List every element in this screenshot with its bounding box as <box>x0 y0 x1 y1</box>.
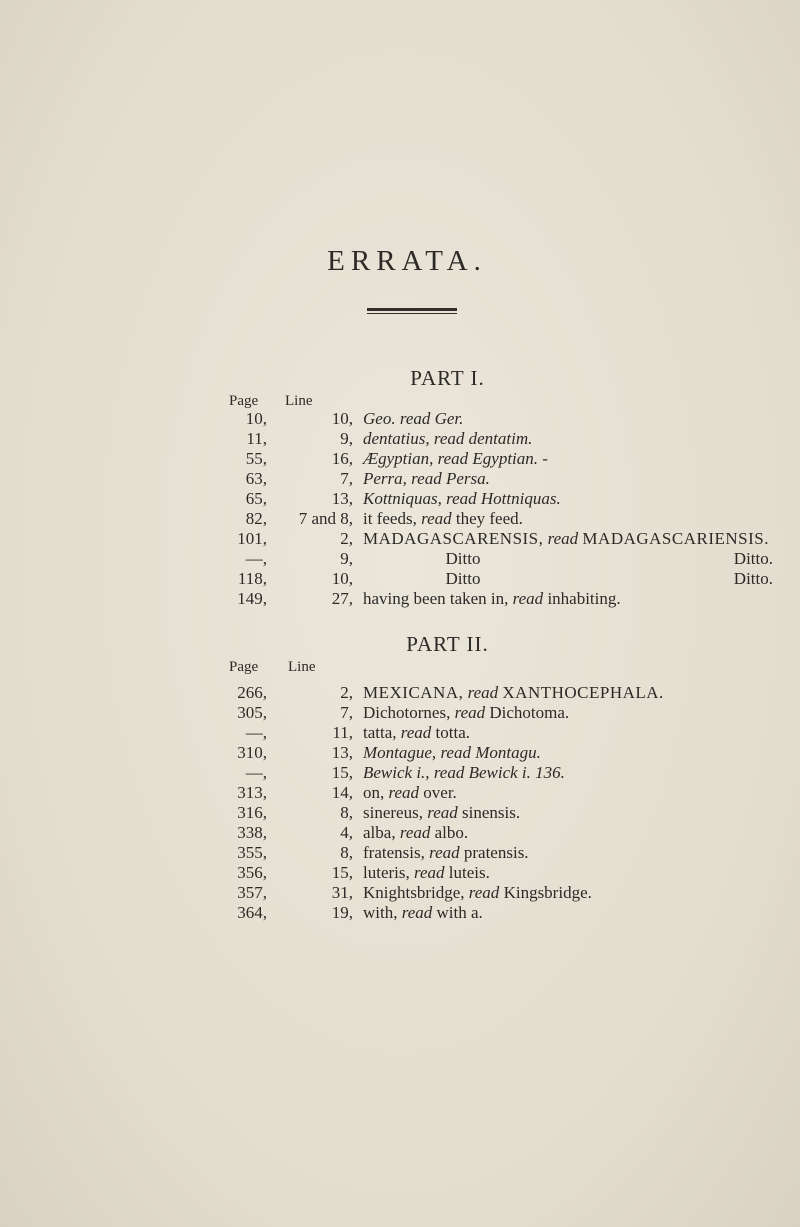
errata-correction <box>353 530 773 550</box>
errata-row <box>210 530 773 550</box>
erroneous-text: it feeds, <box>363 509 417 528</box>
corrected-text: Ditto. <box>733 569 773 588</box>
read-word: read <box>384 783 424 802</box>
part-one-heading: PART I. <box>410 366 485 390</box>
errata-page-number: 316, <box>237 803 267 822</box>
read-word: read <box>397 903 437 922</box>
errata-line-number: 8, <box>340 803 353 822</box>
errata-line-number: 7, <box>340 703 353 722</box>
errata-page-number: 305, <box>237 703 267 722</box>
errata-row <box>210 704 664 724</box>
errata-line-number: 27, <box>331 589 353 608</box>
erroneous-text: Geo. <box>363 409 396 428</box>
corrected-text: Persa. <box>445 469 490 488</box>
erroneous-text: with, <box>363 903 398 922</box>
errata-row <box>210 864 664 884</box>
errata-line-number: 7, <box>340 469 353 488</box>
read-word: read <box>429 429 469 448</box>
errata-line-number: 9, <box>340 549 353 568</box>
errata-row <box>210 410 773 430</box>
corrected-text: Ger. <box>434 409 464 428</box>
errata-line-number: 4, <box>340 823 353 842</box>
corrected-text: albo. <box>434 823 469 842</box>
errata-line-number: 13, <box>331 743 353 762</box>
erroneous-text: sinereus, <box>363 803 423 822</box>
errata-page-number: 355, <box>237 843 267 862</box>
errata-line-number: 9, <box>340 429 353 448</box>
errata-page-number: 55, <box>245 449 267 468</box>
read-word: read <box>450 703 490 722</box>
errata-line-number: 10, <box>331 569 353 588</box>
corrected-text: inhabiting. <box>547 589 621 608</box>
errata-line-number: 13, <box>331 489 353 508</box>
errata-row <box>210 450 773 470</box>
errata-page-number: 63, <box>245 469 267 488</box>
errata-row <box>210 744 664 764</box>
read-word: read <box>463 683 503 702</box>
errata-correction <box>353 844 664 864</box>
errata-correction <box>353 904 664 924</box>
errata-row <box>210 490 773 510</box>
erroneous-text: MADAGASCARENSIS, <box>363 529 544 548</box>
errata-correction <box>353 864 664 884</box>
errata-page-number: 11, <box>246 429 267 448</box>
read-word: read <box>395 823 435 842</box>
errata-correction <box>353 470 773 490</box>
errata-row <box>210 884 664 904</box>
erroneous-text: dentatius, <box>363 429 430 448</box>
errata-correction <box>353 570 773 590</box>
errata-correction <box>353 410 773 430</box>
erroneous-text: fratensis, <box>363 843 425 862</box>
read-word: read <box>396 723 436 742</box>
errata-page-number: 10, <box>245 409 267 428</box>
errata-page-number: 82, <box>245 509 267 528</box>
corrected-text: Kingsbridge. <box>503 883 592 902</box>
errata-page-number: 313, <box>237 783 267 802</box>
errata-page-number: 101, <box>237 529 267 548</box>
errata-row <box>210 804 664 824</box>
errata-correction <box>353 884 664 904</box>
errata-correction <box>353 704 664 724</box>
read-word: read <box>424 843 464 862</box>
errata-page-number: 364, <box>237 903 267 922</box>
erroneous-text: Knightsbridge, <box>363 883 465 902</box>
errata-correction <box>353 764 664 784</box>
erroneous-text: having been taken in, <box>363 589 509 608</box>
errata-line-number: 31, <box>331 883 353 902</box>
erroneous-text: alba, <box>363 823 396 842</box>
errata-line-number: 2, <box>340 529 353 548</box>
errata-row <box>210 784 664 804</box>
part-two-line-label: Line <box>288 659 316 675</box>
errata-row <box>210 510 773 530</box>
corrected-text: they feed. <box>455 509 523 528</box>
errata-line-number: 2, <box>340 683 353 702</box>
errata-correction <box>353 684 664 704</box>
errata-page-number: 149, <box>237 589 267 608</box>
corrected-text: Egyptian. - <box>472 449 548 468</box>
erroneous-text: Ægyptian, <box>363 449 434 468</box>
errata-row <box>210 764 664 784</box>
corrected-text: dentatim. <box>468 429 533 448</box>
errata-correction <box>353 450 773 470</box>
errata-line-number: 14, <box>331 783 353 802</box>
errata-page-number: 338, <box>237 823 267 842</box>
read-word: read <box>464 883 504 902</box>
erroneous-text: Dichotornes, <box>363 703 451 722</box>
errata-line-number: 15, <box>331 863 353 882</box>
erroneous-text: luteris, <box>363 863 410 882</box>
errata-row <box>210 684 664 704</box>
errata-row <box>210 724 664 744</box>
corrected-text: with a. <box>436 903 483 922</box>
title-rule <box>367 308 457 314</box>
erroneous-text: on, <box>363 783 385 802</box>
errata-correction <box>353 804 664 824</box>
errata-line-number: 19, <box>331 903 353 922</box>
erroneous-text: Perra, <box>363 469 407 488</box>
read-word: read <box>441 489 481 508</box>
corrected-text: sinensis. <box>462 803 521 822</box>
corrected-text: XANTHOCEPHALA. <box>502 683 664 702</box>
corrected-text: over. <box>423 783 457 802</box>
errata-line-number: 11, <box>332 723 353 742</box>
errata-correction <box>353 510 773 530</box>
read-word: read <box>436 743 476 762</box>
errata-page-number: —, <box>245 549 267 568</box>
part-two-heading: PART II. <box>406 632 489 656</box>
read-word: read <box>433 449 473 468</box>
corrected-text: luteis. <box>448 863 490 882</box>
erroneous-text: Kottniquas, <box>363 489 442 508</box>
errata-correction <box>353 550 773 570</box>
errata-row <box>210 844 664 864</box>
errata-row <box>210 570 773 590</box>
errata-page-number: 266, <box>237 683 267 702</box>
errata-page-number: —, <box>245 763 267 782</box>
errata-page-number: 357, <box>237 883 267 902</box>
errata-page-number: 356, <box>237 863 267 882</box>
read-word: read <box>429 763 469 782</box>
part-two-errata-table <box>210 684 664 924</box>
errata-line-number: 15, <box>331 763 353 782</box>
errata-row <box>210 430 773 450</box>
errata-line-number: 7 and 8, <box>298 509 353 528</box>
page-title: ERRATA. <box>327 245 487 277</box>
corrected-text: totta. <box>435 723 471 742</box>
errata-page-number: 310, <box>237 743 267 762</box>
errata-page-number: 65, <box>245 489 267 508</box>
errata-line-number: 8, <box>340 843 353 862</box>
corrected-text: Montagu. <box>475 743 541 762</box>
errata-line-number: 16, <box>331 449 353 468</box>
errata-correction <box>353 724 664 744</box>
errata-correction <box>353 784 664 804</box>
corrected-text: Dichotoma. <box>489 703 570 722</box>
errata-page-number: 118, <box>237 569 267 588</box>
read-word: read <box>422 803 462 822</box>
erroneous-text: Bewick i., <box>363 763 430 782</box>
read-word: read <box>409 863 449 882</box>
read-word: read <box>406 469 446 488</box>
read-word: read <box>508 589 548 608</box>
errata-correction <box>353 744 664 764</box>
part-one-page-label: Page <box>229 393 259 409</box>
part-one-line-label: Line <box>285 393 313 409</box>
corrected-text: Ditto. <box>733 549 773 568</box>
errata-correction <box>353 590 773 610</box>
erroneous-text: tatta, <box>363 723 397 742</box>
read-word: read <box>395 409 435 428</box>
corrected-text: pratensis. <box>463 843 529 862</box>
errata-row <box>210 470 773 490</box>
read-word: read <box>543 529 583 548</box>
erroneous-text: MEXICANA, <box>363 683 464 702</box>
read-word: read <box>416 509 456 528</box>
corrected-text: Bewick i. 136. <box>468 763 565 782</box>
errata-correction <box>353 430 773 450</box>
erroneous-text: Ditto <box>445 549 481 568</box>
part-one-errata-table <box>210 410 773 610</box>
part-two-page-label: Page <box>229 659 259 675</box>
errata-line-number: 10, <box>331 409 353 428</box>
errata-row <box>210 550 773 570</box>
errata-row <box>210 904 664 924</box>
corrected-text: MADAGASCARIENSIS. <box>582 529 769 548</box>
erroneous-text: Ditto <box>445 569 481 588</box>
errata-correction <box>353 824 664 844</box>
errata-page-number: —, <box>245 723 267 742</box>
errata-row <box>210 590 773 610</box>
erroneous-text: Montague, <box>363 743 437 762</box>
errata-row <box>210 824 664 844</box>
errata-correction <box>353 490 773 510</box>
corrected-text: Hottniquas. <box>480 489 561 508</box>
